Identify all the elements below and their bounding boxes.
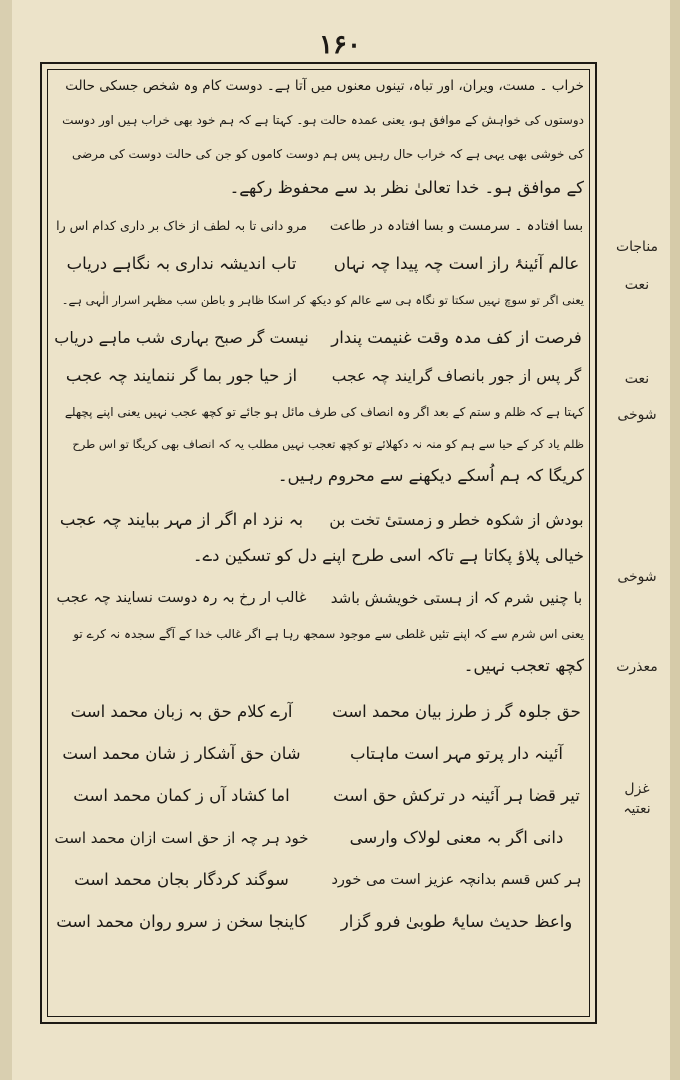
ghazal-first-hemistich: حق جلوہ گر ز طرز بیان محمد است — [332, 702, 581, 721]
verse-second-hemistich: مرو دانی تا بہ لطف از خاک بر داری کدام اس را — [56, 218, 307, 233]
side-label-mazrat: معذرت — [616, 659, 658, 675]
verse-first-hemistich: بسا افتادہ ۔ سرمست و بسا افتادہ در طاعت — [329, 218, 584, 234]
ghazal-second-hemistich: اما کشاد آں ز کمان محمد است — [73, 786, 290, 805]
prose-line: کے موافق ہو۔ خدا تعالیٰ نظر بد سے محفوظ رکھے۔ — [229, 178, 584, 197]
ghazal-first-hemistich: دانی اگر بہ معنی لولاک وارسی — [349, 828, 564, 847]
side-label-ghazal: غزل — [624, 781, 650, 797]
ghazal-second-hemistich: شان حق آشکار ز شان محمد است — [62, 744, 301, 763]
verse-first-hemistich: عالم آئینۂ راز است چہ پیدا چہ نہاں — [333, 254, 580, 273]
verse-first-hemistich: گر پس از جور بانصاف گرایند چہ عجب — [331, 367, 582, 385]
explanation-line: ظلم یاد کر کے حیا سے ہم کو منہ نہ دکھلائے تو کچھ تعجب نہیں مطلب یہ کہ انصاف بھی کریگا تو اس طرح — [72, 437, 584, 451]
ghazal-first-hemistich: تیر قضا ہر آئینہ در ترکش حق است — [333, 786, 580, 805]
ghazal-first-hemistich: ہر کس قسم بدانچہ عزیز است می خورد — [331, 872, 582, 888]
side-label-naatiya: نعتیہ — [623, 801, 651, 817]
ghazal-first-hemistich: آئینہ دار پرتو مہر است ماہتاب — [349, 744, 564, 763]
explanation-line: یعنی اس شرم سے کہ اپنے تئیں غلطی سے موجود سمجھ رہا ہے اگر غالب خدا کے آگے سجدہ نہ کرے تو — [73, 627, 584, 641]
ghazal-second-hemistich: خود ہر چہ از حق است ازان محمد است — [54, 829, 309, 847]
ghazal-second-hemistich: سوگند کردگار بجان محمد است — [74, 870, 289, 889]
side-label-shokhi-1: شوخی — [617, 407, 657, 423]
explanation-line: خیالی پلاؤ پکاتا ہے تاکہ اسی طرح اپنے دل کو تسکین دے۔ — [192, 546, 584, 565]
explanation-line: کچھ تعجب نہیں۔ — [463, 656, 584, 675]
ghazal-second-hemistich: کاینجا سخن ز سرو روان محمد است — [56, 912, 307, 931]
page-number: ۱۶۰ — [319, 30, 361, 60]
side-label-naat-1: نعت — [624, 277, 650, 293]
ghazal-first-hemistich: واعظ حدیث سایۂ طوبیٰ فرو گزار — [340, 912, 573, 931]
prose-line: کی خوشی بھی یہی ہے کہ خراب حال رہیں پس ہم دوست کاموں کو جن کی حالت دوست کی مرضی — [71, 147, 584, 161]
explanation-line: کریگا کہ ہم اُسکے دیکھنے سے محروم رہیں۔ — [277, 466, 584, 485]
side-label-naat-2: نعت — [624, 371, 650, 387]
explanation-line: یعنی اگر تو سوچ نہیں سکتا تو نگاہ ہی سے عالم کو دیکھ کر اسکا ظاہر و باطن سب مظہر اسرار الٰہی ہے۔ — [61, 293, 584, 307]
verse-second-hemistich: تاب اندیشہ نداری بہ نگاہے دریاب — [66, 254, 297, 273]
prose-line: خراب ۔ مست، ویران، اور تباہ، تینوں معنوں میں آتا ہے۔ دوست کام وہ شخص جسکی حالت — [65, 78, 584, 94]
ghazal-second-hemistich: آرے کلام حق بہ زبان محمد است — [70, 702, 293, 721]
side-label-munajat: مناجات — [615, 239, 659, 255]
verse-second-hemistich: غالب ار رخ بہ رہ دوست نسایند چہ عجب — [56, 590, 307, 606]
page-right-edge — [670, 0, 680, 1080]
prose-line: دوستوں کی خواہش کے موافق ہو، یعنی عمدہ حالت ہو۔ کہتا ہے کہ ہم خود بھی خراب ہیں اور دوست — [62, 113, 584, 127]
page-left-edge — [0, 0, 12, 1080]
verse-first-hemistich: با چنیں شرم کہ از ہستی خویشش باشد — [330, 589, 583, 607]
verse-second-hemistich: نیست گر صبح بہاری شب ماہے دریاب — [54, 328, 309, 347]
side-label-shokhi-2: شوخی — [617, 569, 657, 585]
verse-first-hemistich: فرصت از کف مدہ وقت غنیمت پندار — [331, 328, 582, 347]
verse-second-hemistich: از حیا جور بما گر ننمایند چہ عجب — [65, 366, 298, 385]
explanation-line: کہتا ہے کہ ظلم و ستم کے بعد اگر وہ انصاف کی طرف مائل ہو جائے تو کچھ عجب نہیں یعنی اپنے پچھلے — [64, 405, 584, 419]
verse-second-hemistich: بہ نزد ام اگر از مہر ببایند چہ عجب — [59, 510, 304, 529]
verse-first-hemistich: بودش از شکوہ خطر و زمستیٔ تخت بن — [329, 511, 584, 529]
